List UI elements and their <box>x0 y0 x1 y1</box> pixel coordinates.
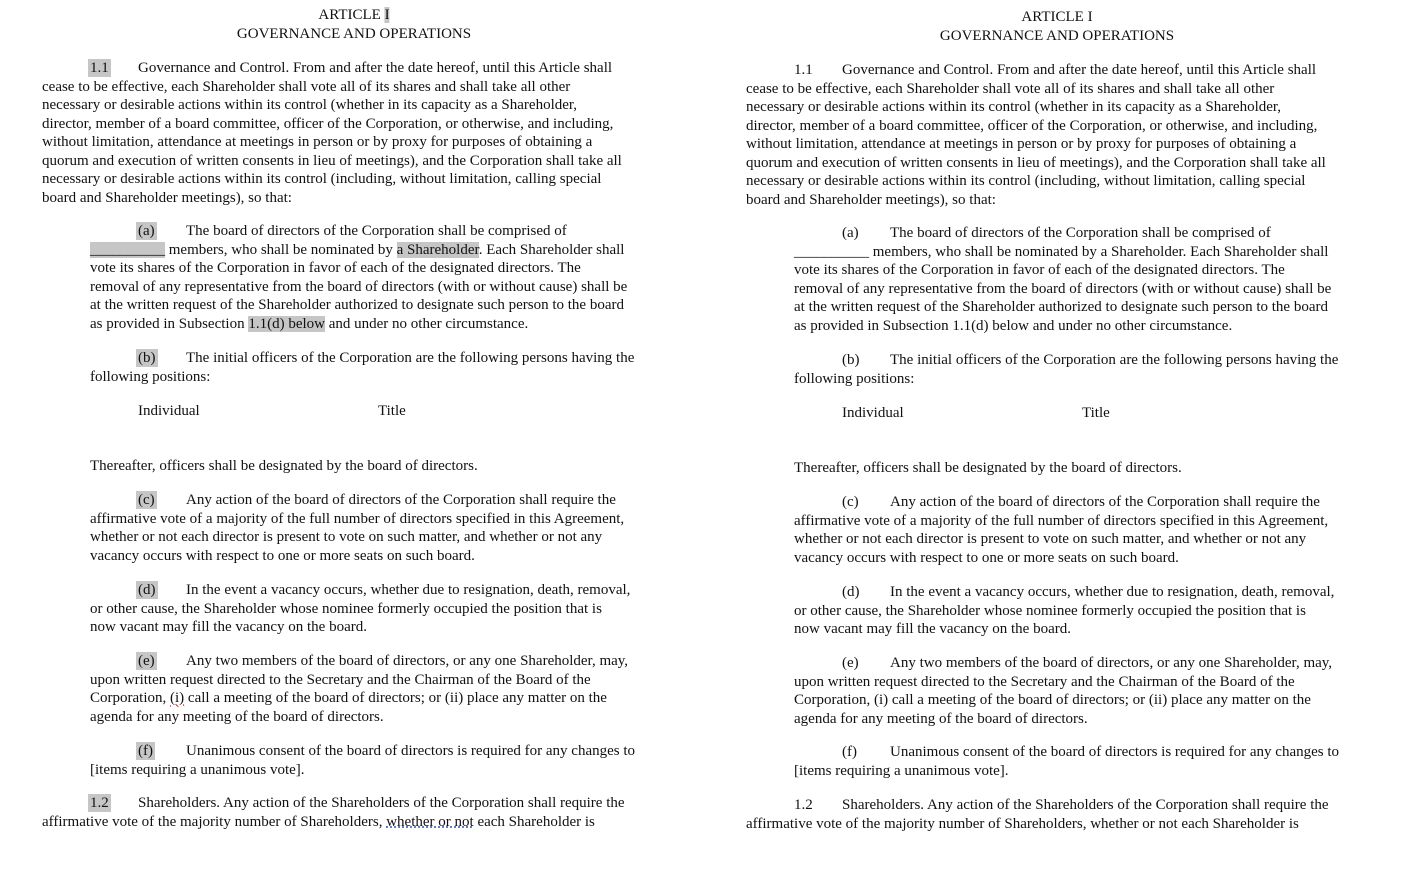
section-number: (c) <box>842 494 859 510</box>
section-number: 1.2 <box>794 797 813 813</box>
paragraph-line: vacancy occurs with respect to one or more seats on such board. <box>90 547 475 564</box>
paragraph-line: or other cause, the Shareholder whose nominee formerly occupied the position that is <box>90 600 602 617</box>
table-header-title: Title <box>1082 405 1110 421</box>
table-header-title: Title <box>378 403 406 419</box>
highlighted-text: 1.1(d) below <box>248 315 325 332</box>
paragraph-line: Any action of the board of directors of the Corporation shall require the <box>890 494 1320 510</box>
text-segment: affirmative vote of the majority number of Shareholders, <box>42 813 387 830</box>
paragraph-line: Governance and Control. From and after the date hereof, until this Article shall <box>842 62 1317 78</box>
paragraph-line: removal of any representative from the board of directors (with or without cause) shall be <box>90 278 628 295</box>
section-number: (f) <box>842 744 857 760</box>
text-segment: as provided in Subsection <box>90 315 249 332</box>
paragraph-line: whether or not each director is present to vote on such matter, and whether or not any <box>794 531 1307 547</box>
highlighted-text: a Shareholder <box>396 241 479 258</box>
paragraph-line: vacancy occurs with respect to one or more seats on such board. <box>794 549 1179 566</box>
paragraph-line: Unanimous consent of the board of directors is required for any changes to <box>186 743 636 759</box>
paragraph-line: The initial officers of the Corporation are the following persons having the <box>186 350 635 366</box>
paragraph-line: Thereafter, officers shall be designated by the board of directors. <box>794 460 1182 476</box>
article-title <box>1021 8 1092 26</box>
paragraph-line: at the written request of the Shareholder authorized to designate such person to the board <box>794 299 1328 315</box>
paragraph-line: The initial officers of the Corporation are the following persons having the <box>890 352 1339 368</box>
section-number: (d) <box>842 584 860 600</box>
text-segment: members, who shall be nominated by <box>165 241 397 258</box>
paragraph-line <box>90 241 624 259</box>
paragraph-line: [items requiring a unanimous vote]. <box>90 761 305 778</box>
paragraph-line: affirmative vote of a majority of the full number of directors specified in this Agreement, <box>90 510 625 527</box>
paragraph-line: [items requiring a unanimous vote]. <box>794 762 1009 779</box>
paragraph-line: now vacant may fill the vacancy on the board. <box>90 619 367 635</box>
paragraph-line: without limitation, attendance at meetings in person or by proxy for purposes of obtaining a <box>42 134 593 150</box>
text-segment: each Shareholder is <box>473 813 595 830</box>
paragraph-line: quorum and execution of written consents in lieu of meetings), and the Corporation shall take all <box>42 152 622 169</box>
paragraph-line: Any action of the board of directors of the Corporation shall require the <box>186 492 616 508</box>
section-number: 1.1 <box>90 60 109 76</box>
paragraph-line: affirmative vote of a majority of the full number of directors specified in this Agreement, <box>794 512 1329 529</box>
paragraph-line: upon written request directed to the Secretary and the Chairman of the Board of the <box>90 671 591 688</box>
text-segment: . Each Shareholder shall <box>478 241 625 258</box>
paragraph-line: agenda for any meeting of the board of directors. <box>90 708 384 725</box>
section-number: (a) <box>138 223 155 239</box>
section-number: 1.2 <box>90 795 109 811</box>
text-segment: and under no other circumstance. <box>324 315 529 332</box>
paragraph-line: without limitation, attendance at meetings in person or by proxy for purposes of obtaining a <box>746 136 1297 152</box>
paragraph-line: The board of directors of the Corporation shall be comprised of <box>890 225 1271 241</box>
section-number: (d) <box>138 582 156 598</box>
paragraph-line: director, member of a board committee, officer of the Corporation, or otherwise, and including, <box>42 115 614 132</box>
paragraph-line: necessary or desirable actions within its control (including, without limitation, calling special <box>42 171 602 187</box>
paragraph-line: board and Shareholder meetings), so that: <box>746 191 996 208</box>
spelling-flag-text: (i) <box>170 690 185 706</box>
paragraph-line: following positions: <box>90 368 211 385</box>
table-header-individual: Individual <box>842 405 904 421</box>
paragraph-line: director, member of a board committee, officer of the Corporation, or otherwise, and including, <box>746 117 1318 134</box>
paragraph-line: In the event a vacancy occurs, whether due to resignation, death, removal, <box>186 582 631 598</box>
paragraph-line: Governance and Control. From and after the date hereof, until this Article shall <box>138 60 613 76</box>
text-segment: call a meeting of the board of directors; or (ii) place any matter on the <box>184 690 607 706</box>
paragraph-line: affirmative vote of the majority number of Shareholders, whether or not each Shareholder is <box>746 815 1299 832</box>
paragraph-line: upon written request directed to the Secretary and the Chairman of the Board of the <box>794 673 1295 690</box>
section-number: (e) <box>138 653 155 669</box>
paragraph-line: vote its shares of the Corporation in favor of each of the designated directors. The <box>90 260 581 276</box>
paragraph-line: following positions: <box>794 370 915 387</box>
paragraph-line: now vacant may fill the vacancy on the board. <box>794 621 1071 637</box>
paragraph-line: Unanimous consent of the board of directors is required for any changes to <box>890 744 1340 760</box>
paragraph-line: cease to be effective, each Shareholder shall vote all of its shares and shall take all other <box>42 78 571 95</box>
paragraph-line: agenda for any meeting of the board of directors. <box>794 710 1088 727</box>
paragraph-line: vote its shares of the Corporation in favor of each of the designated directors. The <box>794 262 1285 278</box>
section-number: (b) <box>138 350 156 366</box>
paragraph-line: Any two members of the board of directors, or any one Shareholder, may, <box>186 653 629 669</box>
text-segment: ARTICLE I <box>1021 9 1093 25</box>
section-number: (a) <box>842 225 859 241</box>
paragraph-line: Shareholders. Any action of the Shareholders of the Corporation shall require the <box>842 797 1329 813</box>
section-number: (c) <box>138 492 155 508</box>
section-number: (e) <box>842 655 859 671</box>
grammar-flag-text: whether or not <box>386 813 474 830</box>
paragraph-line: Thereafter, officers shall be designated by the board of directors. <box>90 458 478 474</box>
article-heading: GOVERNANCE AND OPERATIONS <box>939 28 1175 44</box>
section-number: (f) <box>138 743 153 759</box>
paragraph-line: or other cause, the Shareholder whose nominee formerly occupied the position that is <box>794 602 1306 619</box>
original-document-page <box>0 0 700 888</box>
revised-document-page <box>704 0 1404 888</box>
text-segment: ARTICLE <box>318 7 385 23</box>
paragraph-line <box>90 689 607 707</box>
paragraph-line: necessary or desirable actions within its control (whether in its capacity as a Shareholder, <box>746 99 1282 115</box>
paragraph-line: as provided in Subsection 1.1(d) below and under no other circumstance. <box>794 317 1233 334</box>
paragraph-line <box>42 813 595 831</box>
paragraph-line: Shareholders. Any action of the Shareholders of the Corporation shall require the <box>138 795 625 811</box>
paragraph-line <box>90 315 528 333</box>
paragraph-line: quorum and execution of written consents in lieu of meetings), and the Corporation shall take all <box>746 154 1326 171</box>
paragraph-line: Any two members of the board of directors, or any one Shareholder, may, <box>890 655 1333 671</box>
paragraph-line: In the event a vacancy occurs, whether due to resignation, death, removal, <box>890 584 1335 600</box>
paragraph-line: whether or not each director is present to vote on such matter, and whether or not any <box>90 529 603 545</box>
section-number: 1.1 <box>794 62 813 78</box>
paragraph-line: cease to be effective, each Shareholder shall vote all of its shares and shall take all other <box>746 80 1275 97</box>
highlighted-text: __________ <box>90 241 165 258</box>
paragraph-line: removal of any representative from the board of directors (with or without cause) shall be <box>794 280 1332 297</box>
text-segment: Corporation, <box>90 690 170 706</box>
paragraph-line: Corporation, (i) call a meeting of the board of directors; or (ii) place any matter on the <box>794 692 1311 708</box>
paragraph-line: necessary or desirable actions within its control (whether in its capacity as a Shareholder, <box>42 97 578 113</box>
paragraph-line: __________ members, who shall be nominated by a Shareholder. Each Shareholder shall <box>794 243 1329 260</box>
paragraph-line: at the written request of the Shareholder authorized to designate such person to the board <box>90 297 624 313</box>
paragraph-line: board and Shareholder meetings), so that: <box>42 189 292 206</box>
highlighted-text: I <box>384 7 390 23</box>
table-header-individual: Individual <box>138 403 200 419</box>
article-title <box>318 6 389 24</box>
article-heading: GOVERNANCE AND OPERATIONS <box>236 26 472 42</box>
paragraph-line: necessary or desirable actions within its control (including, without limitation, calling special <box>746 173 1306 189</box>
section-number: (b) <box>842 352 860 368</box>
paragraph-line: The board of directors of the Corporation shall be comprised of <box>186 223 567 239</box>
